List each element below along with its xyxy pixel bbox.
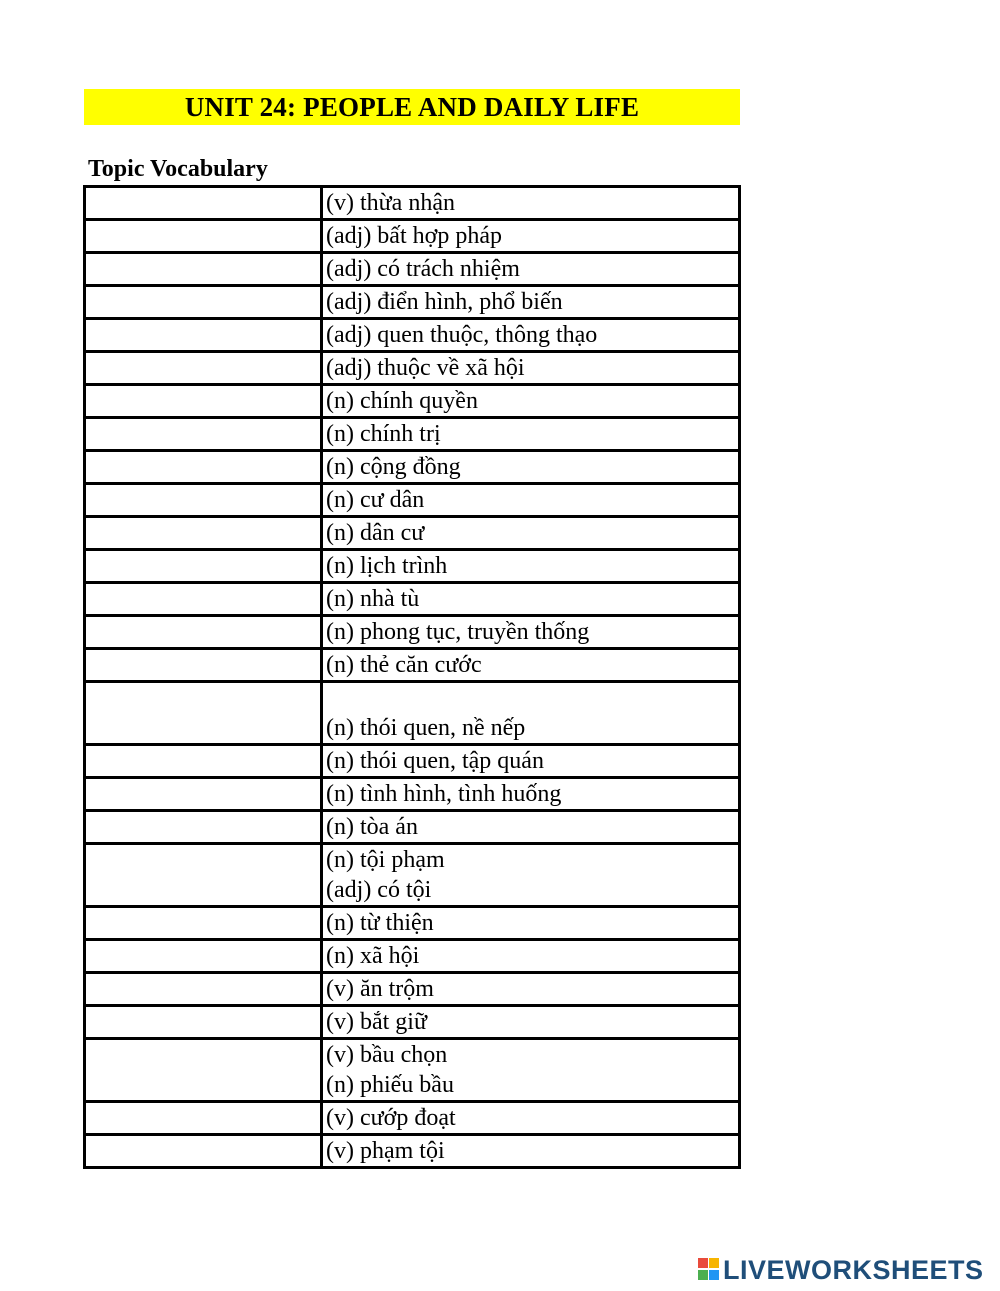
- meaning-cell: [322, 484, 740, 517]
- meaning-text: (adj) có trách nhiệm: [326, 256, 520, 282]
- vocab-row: [85, 616, 740, 649]
- answer-cell: [85, 418, 322, 451]
- meaning-text: (v) phạm tội: [326, 1138, 445, 1164]
- meaning-text: (adj) thuộc về xã hội: [326, 355, 525, 381]
- vocab-row: [85, 1102, 740, 1135]
- vocab-row: [85, 187, 740, 220]
- vocab-row: [85, 550, 740, 583]
- meaning-text: (n) lịch trình: [326, 553, 448, 579]
- meaning-text: (n) thói quen, tập quán: [326, 748, 544, 774]
- meaning-cell: [322, 187, 740, 220]
- meaning-text: (adj) điển hình, phổ biến: [326, 289, 563, 315]
- answer-input[interactable]: [86, 388, 320, 414]
- meaning-cell: [322, 907, 740, 940]
- meaning-text: (n) chính trị: [326, 421, 441, 447]
- answer-input[interactable]: [86, 553, 320, 579]
- answer-cell: [85, 385, 322, 418]
- answer-input[interactable]: [86, 1138, 320, 1164]
- meaning-text: (n) dân cư: [326, 520, 425, 546]
- vocab-row: [85, 844, 740, 907]
- vocab-row: [85, 220, 740, 253]
- answer-cell: [85, 253, 322, 286]
- answer-cell: [85, 451, 322, 484]
- answer-input[interactable]: [86, 586, 320, 612]
- meaning-cell: [322, 745, 740, 778]
- answer-cell: [85, 844, 322, 907]
- meaning-text: (n) phiếu bầu: [326, 1072, 454, 1098]
- meaning-cell: [322, 811, 740, 844]
- answer-cell: [85, 778, 322, 811]
- answer-cell: [85, 517, 322, 550]
- answer-cell: [85, 286, 322, 319]
- answer-cell: [85, 319, 322, 352]
- liveworksheets-logo: [698, 1255, 984, 1285]
- meaning-text: (adj) quen thuộc, thông thạo: [326, 322, 598, 348]
- meaning-text: (adj) có tội: [326, 877, 432, 903]
- answer-cell: [85, 484, 322, 517]
- meaning-cell: [322, 682, 740, 745]
- meaning-cell: [322, 1039, 740, 1102]
- meaning-cell: [322, 286, 740, 319]
- answer-input[interactable]: [86, 814, 320, 840]
- answer-input[interactable]: [86, 421, 320, 447]
- vocab-row: [85, 583, 740, 616]
- answer-input[interactable]: [86, 748, 320, 774]
- meaning-cell: [322, 1006, 740, 1039]
- meaning-text: (n) thói quen, nề nếp: [326, 715, 526, 741]
- answer-input[interactable]: [86, 715, 320, 741]
- vocab-row: [85, 907, 740, 940]
- vocab-row: [85, 352, 740, 385]
- answer-input[interactable]: [86, 781, 320, 807]
- vocab-row: [85, 451, 740, 484]
- answer-cell: [85, 649, 322, 682]
- answer-input[interactable]: [86, 976, 320, 1002]
- vocab-row: [85, 940, 740, 973]
- answer-input[interactable]: [86, 520, 320, 546]
- logo-square-red: [698, 1258, 708, 1268]
- answer-input[interactable]: [86, 1009, 320, 1035]
- answer-cell: [85, 907, 322, 940]
- answer-cell: [85, 220, 322, 253]
- answer-cell: [85, 1039, 322, 1102]
- logo-square-yellow: [709, 1258, 719, 1268]
- answer-input[interactable]: [86, 322, 320, 348]
- meaning-cell: [322, 1102, 740, 1135]
- answer-input[interactable]: [86, 910, 320, 936]
- answer-input[interactable]: [86, 1105, 320, 1131]
- vocab-row: [85, 778, 740, 811]
- answer-cell: [85, 1006, 322, 1039]
- answer-cell: [85, 682, 322, 745]
- answer-cell: [85, 1135, 322, 1168]
- meaning-cell: [322, 940, 740, 973]
- answer-input[interactable]: [86, 877, 320, 903]
- answer-input[interactable]: [86, 289, 320, 315]
- logo-square-green: [698, 1270, 708, 1280]
- liveworksheets-logo-icon: [698, 1258, 720, 1282]
- answer-cell: [85, 616, 322, 649]
- meaning-text: (adj) bất hợp pháp: [326, 223, 502, 249]
- answer-input[interactable]: [86, 1072, 320, 1098]
- meaning-text: (n) tòa án: [326, 814, 418, 840]
- answer-input[interactable]: [86, 652, 320, 678]
- vocabulary-table: [83, 185, 741, 1169]
- meaning-cell: [322, 583, 740, 616]
- vocab-row: [85, 418, 740, 451]
- meaning-cell: [322, 220, 740, 253]
- answer-cell: [85, 973, 322, 1006]
- logo-text: LIVEWORKSHEETS: [723, 1254, 984, 1285]
- meaning-text: (n) xã hội: [326, 943, 420, 969]
- meaning-text: (n) chính quyền: [326, 388, 478, 414]
- vocab-row: [85, 811, 740, 844]
- vocab-row: [85, 484, 740, 517]
- vocab-row: [85, 649, 740, 682]
- meaning-cell: [322, 973, 740, 1006]
- vocab-row: [85, 286, 740, 319]
- unit-title: UNIT 24: PEOPLE AND DAILY LIFE: [84, 89, 740, 125]
- meaning-text: (n) thẻ căn cước: [326, 652, 482, 678]
- logo-square-blue: [709, 1270, 719, 1280]
- meaning-cell: [322, 616, 740, 649]
- answer-input[interactable]: [86, 355, 320, 381]
- vocab-row: [85, 745, 740, 778]
- meaning-text: (v) bắt giữ: [326, 1009, 427, 1035]
- answer-cell: [85, 745, 322, 778]
- meaning-cell: [322, 517, 740, 550]
- answer-input[interactable]: [86, 256, 320, 282]
- meaning-cell: [322, 1135, 740, 1168]
- vocab-row: [85, 1135, 740, 1168]
- meaning-cell: [322, 418, 740, 451]
- meaning-text: (n) từ thiện: [326, 910, 434, 936]
- meaning-text: (n) tội phạm: [326, 847, 445, 873]
- answer-cell: [85, 940, 322, 973]
- answer-cell: [85, 352, 322, 385]
- answer-input[interactable]: [86, 454, 320, 480]
- meaning-text: (n) nhà tù: [326, 586, 420, 612]
- meaning-cell: [322, 778, 740, 811]
- meaning-text: (n) phong tục, truyền thống: [326, 619, 590, 645]
- answer-input[interactable]: [86, 223, 320, 249]
- answer-input[interactable]: [86, 487, 320, 513]
- vocab-row: [85, 682, 740, 745]
- meaning-cell: [322, 319, 740, 352]
- answer-cell: [85, 187, 322, 220]
- answer-input[interactable]: [86, 943, 320, 969]
- meaning-cell: [322, 649, 740, 682]
- vocab-row: [85, 973, 740, 1006]
- meaning-cell: [322, 385, 740, 418]
- answer-cell: [85, 811, 322, 844]
- meaning-cell: [322, 352, 740, 385]
- meaning-cell: [322, 844, 740, 907]
- meaning-text: (v) thừa nhận: [326, 190, 455, 216]
- vocab-row: [85, 1006, 740, 1039]
- meaning-text: (n) cộng đồng: [326, 454, 461, 480]
- vocab-row: [85, 517, 740, 550]
- meaning-text: (n) cư dân: [326, 487, 425, 513]
- meaning-cell: [322, 451, 740, 484]
- meaning-text: (n) tình hình, tình huống: [326, 781, 562, 807]
- meaning-cell: [322, 550, 740, 583]
- meaning-text: (v) cướp đoạt: [326, 1105, 456, 1131]
- vocab-row: [85, 319, 740, 352]
- meaning-text: (v) ăn trộm: [326, 976, 434, 1002]
- vocab-row: [85, 253, 740, 286]
- vocab-row: [85, 1039, 740, 1102]
- section-heading: Topic Vocabulary: [88, 156, 268, 182]
- answer-input[interactable]: [86, 619, 320, 645]
- vocab-row: [85, 385, 740, 418]
- meaning-text: (v) bầu chọn: [326, 1042, 448, 1068]
- answer-input[interactable]: [86, 190, 320, 216]
- meaning-text: [326, 683, 738, 713]
- meaning-cell: [322, 253, 740, 286]
- answer-cell: [85, 550, 322, 583]
- answer-cell: [85, 1102, 322, 1135]
- answer-cell: [85, 583, 322, 616]
